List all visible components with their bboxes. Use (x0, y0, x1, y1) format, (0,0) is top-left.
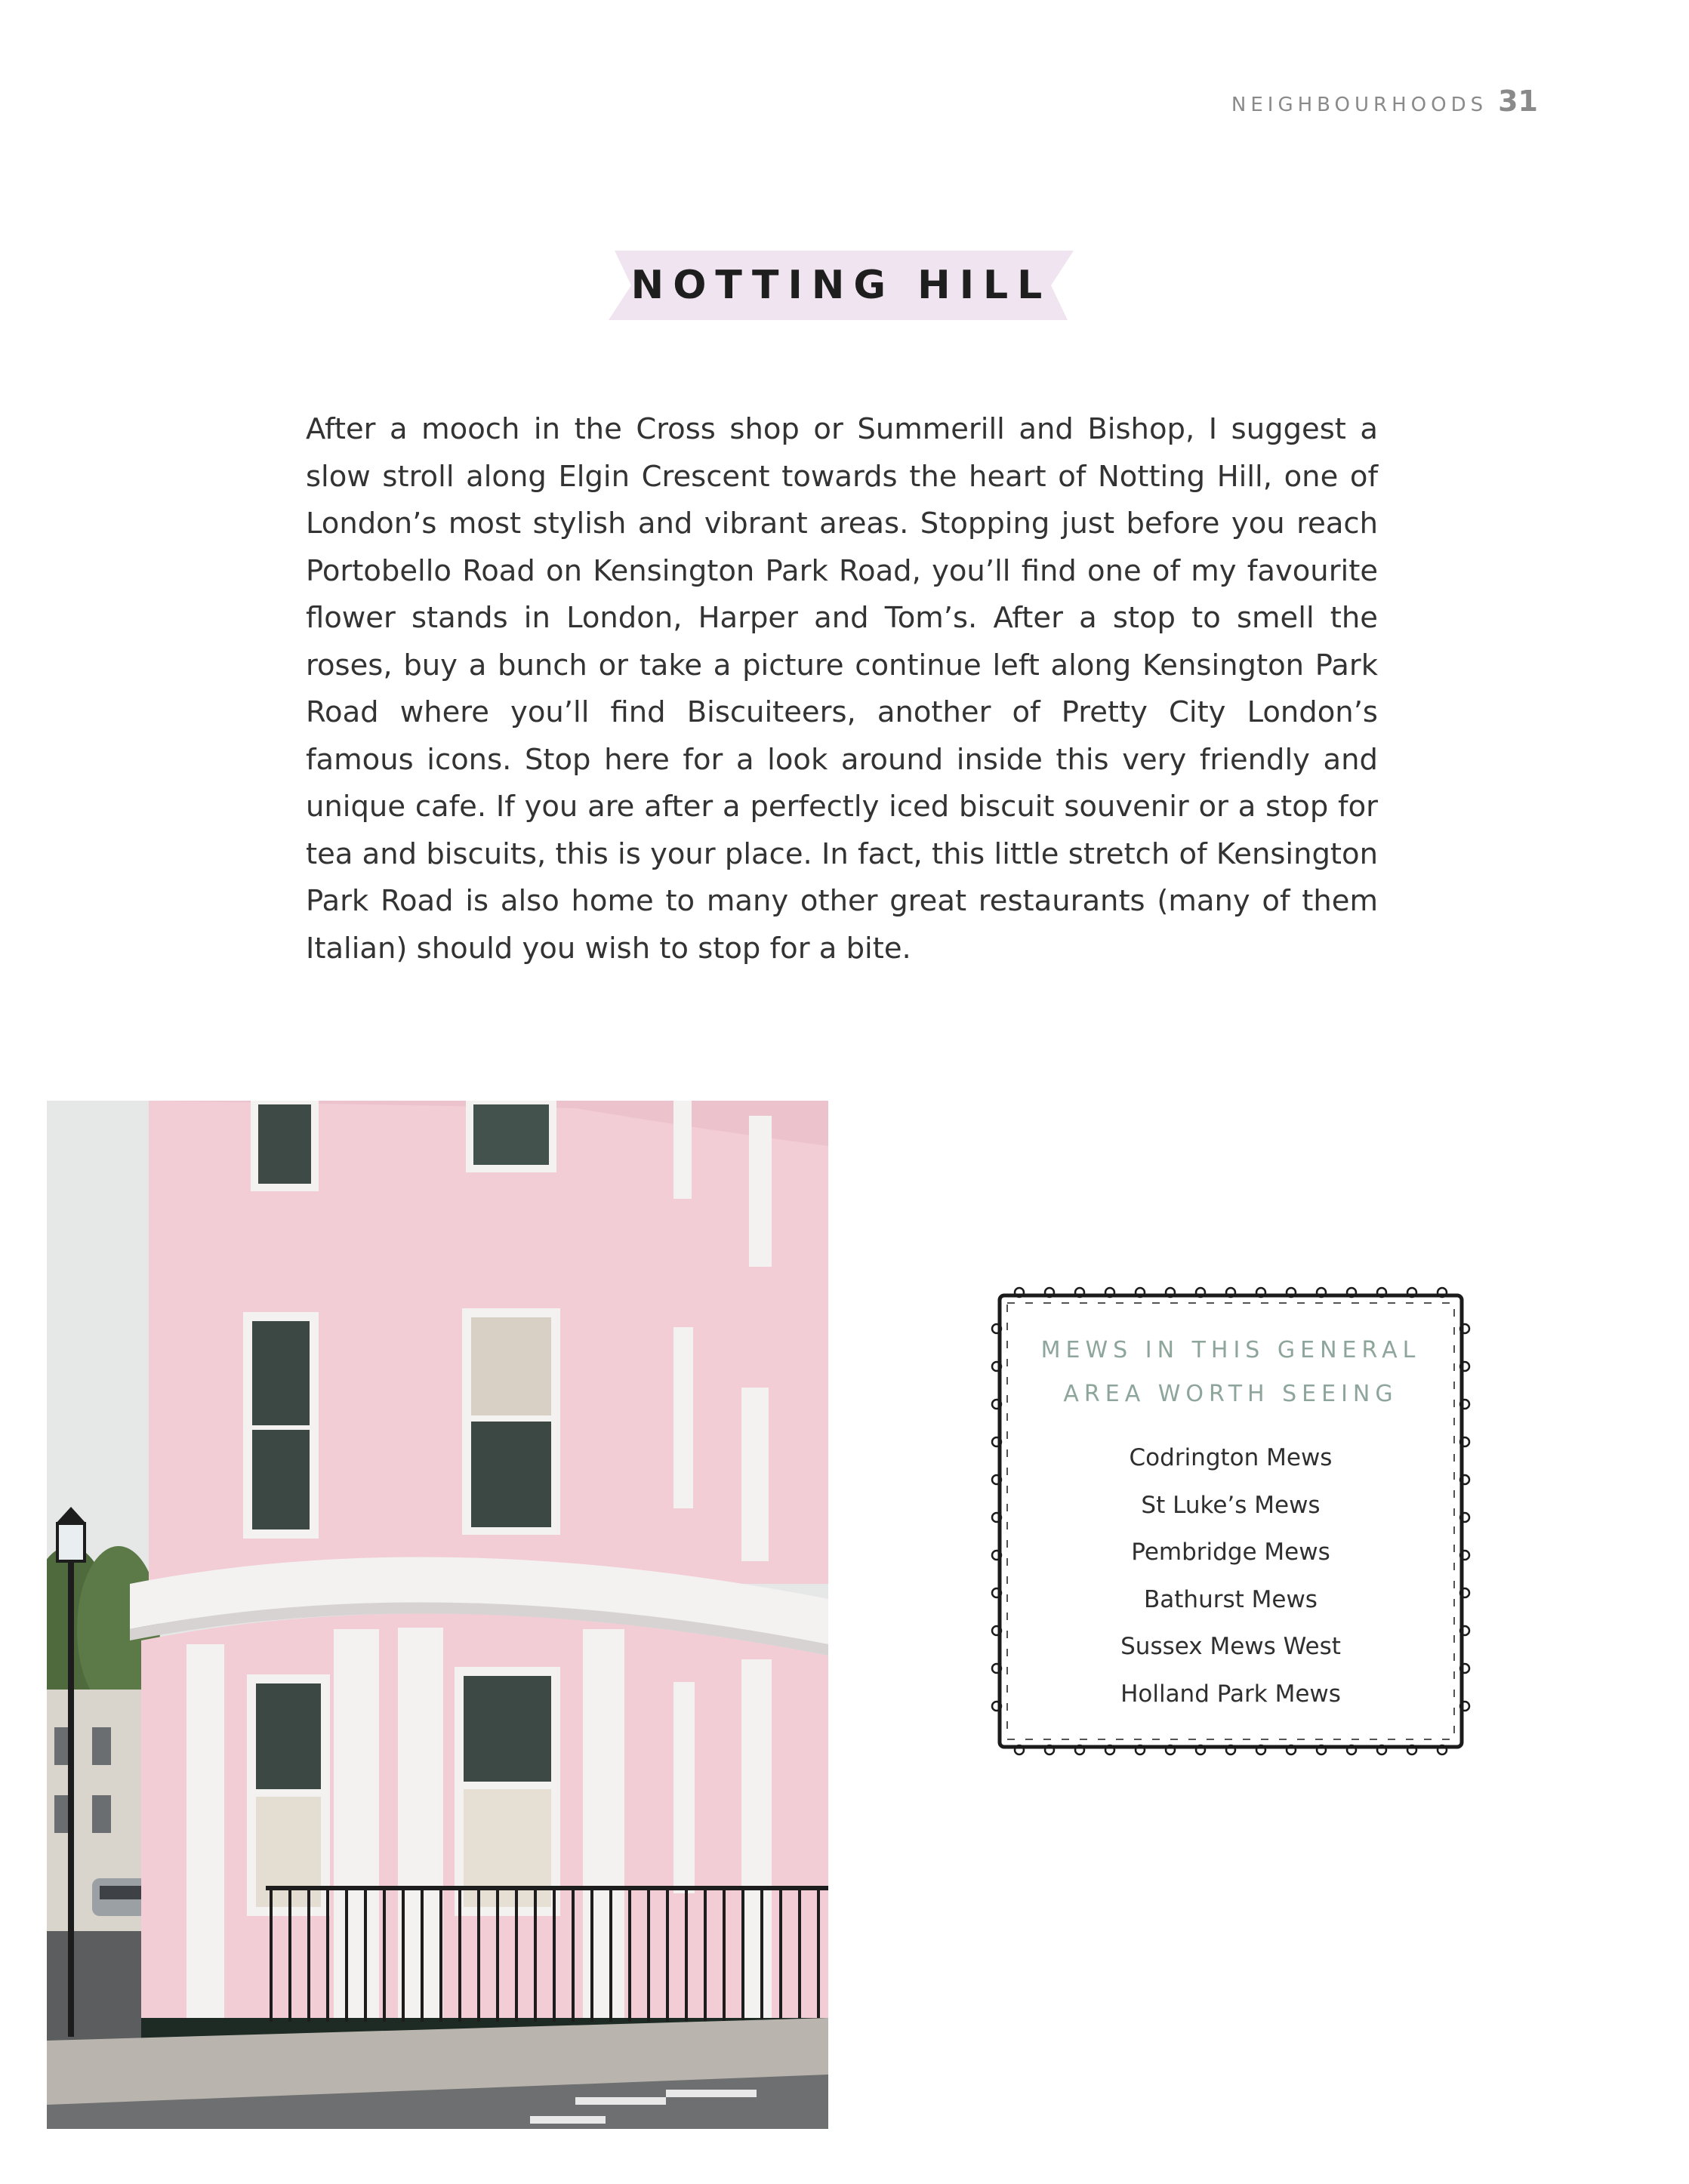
list-item: Bathurst Mews (1144, 1585, 1318, 1613)
mews-list (1019, 1434, 1442, 1717)
body-paragraph: After a mooch in the Cross shop or Summerill and Bishop, I suggest a slow stroll along Elgin Crescent towards the heart of Notting Hill, one of London’s most stylish and vibrant areas. Stopping just before you reach Portobello Road on Kensington Park Road, you’ll find one of my favourite flower stands in London, Harper and Tom’s. After a stop to smell the roses, buy a bunch or take a picture continue left along Kensington Park Road where you’ll find Biscuiteers, another of Pretty City London’s famous icons. Stop here for a look around inside this very friendly and unique cafe. If you are after a perfectly iced biscuit souvenir or a stop for tea and biscuits, this is your place. In fact, this little stretch of Kensington Park Road is also home to many other great restaurants (many of them Italian) should you wish to stop for a bite. (306, 412, 1378, 966)
running-head (1231, 85, 1538, 118)
running-head-section: NEIGHBOURHOODS (1231, 94, 1488, 116)
mews-heading: MEWS IN THIS GENERAL AREA WORTH SEEING (1040, 1337, 1421, 1407)
list-item: Pembridge Mews (1131, 1539, 1330, 1566)
page-title: NOTTING HILL (630, 263, 1052, 308)
pink-building-photo (47, 1101, 828, 2129)
page-number: 31 (1498, 85, 1538, 118)
mews-sidebar-box (989, 1283, 1472, 1759)
list-item: Codrington Mews (1129, 1444, 1333, 1471)
list-item: Holland Park Mews (1120, 1680, 1341, 1708)
title-banner (609, 251, 1074, 320)
list-item: Sussex Mews West (1120, 1633, 1341, 1660)
list-item: St Luke’s Mews (1141, 1491, 1321, 1519)
